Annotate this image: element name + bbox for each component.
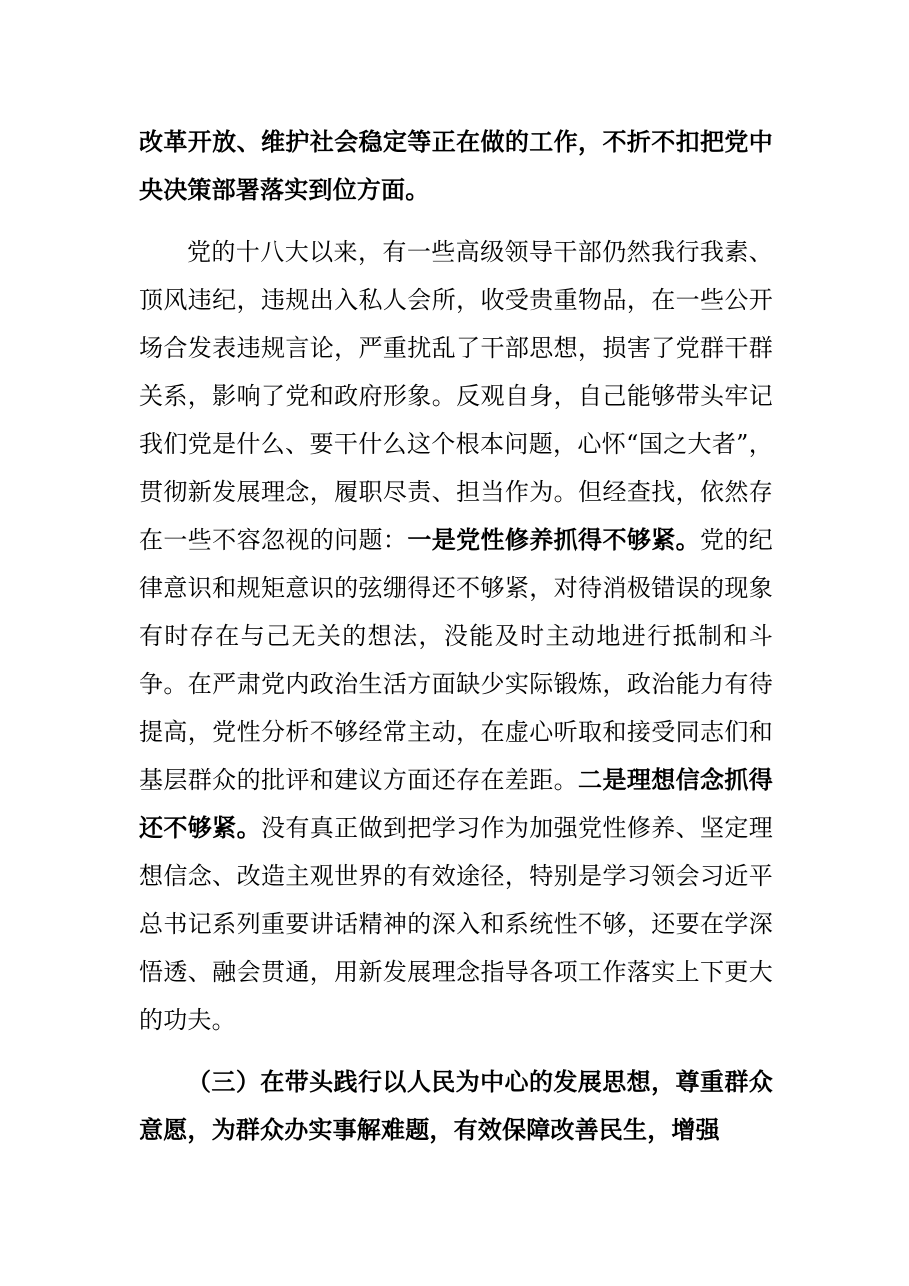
point-one-heading: 一是党性修养抓得不够紧。 <box>407 525 701 554</box>
body-text-part-2: 党的纪律意识和规矩意识的弦绷得还不够紧，对待消极错误的现象有时存在与己无关的想法，没能及时主动地进行抵制和斗争。在严肃党内政治生活方面缺少实际锻炼，政治能力有待提高，党性分析不够经常主动，在虚心听取和接受同志们和基层群众的批评和建议方面还存在差距。 <box>139 526 773 794</box>
body-paragraph <box>139 228 773 1044</box>
heading-continuation: 改革开放、维护社会稳定等正在做的工作，不折不扣把党中央决策部署落实到位方面。 <box>139 127 773 204</box>
document-content <box>139 118 773 1154</box>
body-text-part-3: 没有真正做到把学习作为加强党性修养、坚定理想信念、改造主观世界的有效途径，特别是学习领会习近平总书记系列重要讲话精神的深入和系统性不够，还要在学深悟透、融会贯通，用新发展理念指导各项工作落实上下更大的功夫。 <box>139 814 774 1034</box>
point-two-heading: 二是理想信念抓得还不够紧。 <box>139 765 773 842</box>
body-text-part-1: 党的十八大以来，有一些高级领导干部仍然我行我素、顶风违纪，违规出入私人会所，收受贵重物品，在一些公开场合发表违规言论，严重扰乱了干部思想，损害了党群干群关系，影响了党和政府形象。反观自身，自己能够带头牢记我们党是什么、要干什么这个根本问题，心怀“国之大者”，贯彻新发展理念，履职尽责、担当作为。但经查找，依然存在一些不容忽视的问题： <box>139 238 773 554</box>
section-heading-three: （三）在带头践行以人民为中心的发展思想，尊重群众意愿，为群众办实事解难题，有效保障改善民生，增强 <box>139 1067 773 1144</box>
